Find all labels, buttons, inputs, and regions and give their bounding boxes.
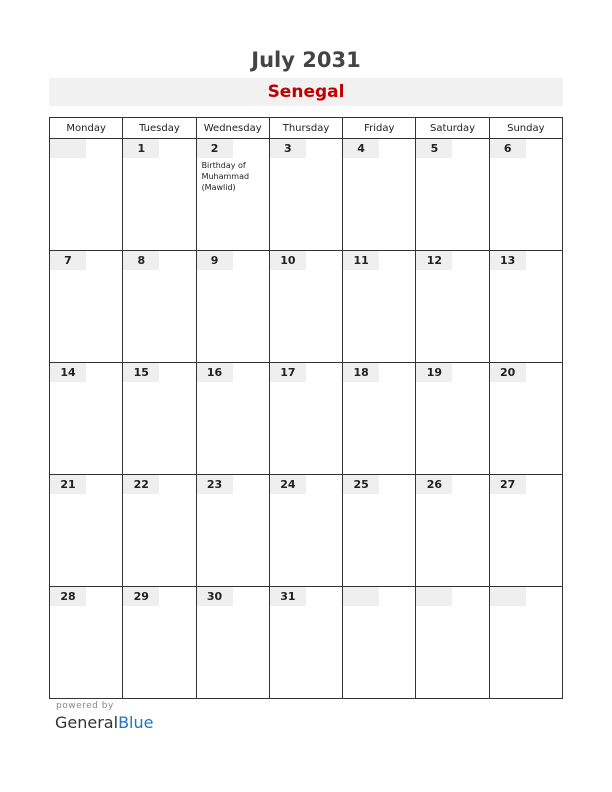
week-row	[50, 587, 563, 699]
day-number: 15	[123, 363, 159, 382]
day-number	[490, 587, 526, 606]
day-number: 28	[50, 587, 86, 606]
day-number: 1	[123, 139, 159, 158]
day-number: 9	[197, 251, 233, 270]
day-number: 12	[416, 251, 452, 270]
day-number: 21	[50, 475, 86, 494]
day-cell	[123, 363, 196, 475]
day-number: 5	[416, 139, 452, 158]
week-row	[50, 251, 563, 363]
powered-by-label: powered by	[56, 701, 114, 711]
weekday-header: Friday	[343, 118, 416, 139]
day-cell	[343, 587, 416, 699]
weekday-header: Wednesday	[196, 118, 269, 139]
week-row	[50, 363, 563, 475]
day-cell	[196, 363, 269, 475]
day-number: 18	[343, 363, 379, 382]
weekday-header: Monday	[50, 118, 123, 139]
day-number: 3	[270, 139, 306, 158]
week-row	[50, 139, 563, 251]
brand-blue-text: Blue	[118, 713, 154, 732]
day-number: 16	[197, 363, 233, 382]
day-number: 26	[416, 475, 452, 494]
calendar-grid	[49, 117, 563, 699]
day-number: 17	[270, 363, 306, 382]
weekday-header: Saturday	[416, 118, 489, 139]
day-number	[50, 139, 86, 158]
day-number: 13	[490, 251, 526, 270]
day-cell	[489, 363, 562, 475]
week-row	[50, 475, 563, 587]
day-cell	[123, 139, 196, 251]
day-cell	[343, 251, 416, 363]
day-cell	[416, 251, 489, 363]
day-number: 7	[50, 251, 86, 270]
day-cell	[50, 475, 123, 587]
weekday-header: Sunday	[489, 118, 562, 139]
day-number: 25	[343, 475, 379, 494]
day-number: 27	[490, 475, 526, 494]
day-number: 14	[50, 363, 86, 382]
country-name: Senegal	[267, 82, 345, 102]
day-cell	[343, 475, 416, 587]
day-cell	[489, 139, 562, 251]
generalblue-logo[interactable]	[55, 713, 153, 732]
day-cell	[416, 475, 489, 587]
weekday-header: Tuesday	[123, 118, 196, 139]
day-cell	[123, 587, 196, 699]
day-cell	[196, 475, 269, 587]
country-banner	[49, 78, 563, 106]
day-cell	[269, 251, 342, 363]
holiday-label: Birthday of Muhammad (Mawlid)	[201, 161, 250, 192]
day-number: 11	[343, 251, 379, 270]
weekday-header-row	[50, 118, 563, 139]
day-number: 4	[343, 139, 379, 158]
day-number: 2	[197, 139, 233, 158]
day-cell	[343, 139, 416, 251]
day-number: 24	[270, 475, 306, 494]
day-number: 10	[270, 251, 306, 270]
day-number	[343, 587, 379, 606]
day-cell	[50, 251, 123, 363]
day-cell	[123, 251, 196, 363]
day-cell	[269, 363, 342, 475]
day-cell	[489, 251, 562, 363]
day-cell	[50, 363, 123, 475]
day-number: 31	[270, 587, 306, 606]
brand-general-text: General	[55, 713, 119, 732]
day-number: 19	[416, 363, 452, 382]
day-cell	[416, 363, 489, 475]
day-cell	[196, 251, 269, 363]
day-cell	[269, 475, 342, 587]
day-number	[416, 587, 452, 606]
day-cell	[416, 587, 489, 699]
day-number: 30	[197, 587, 233, 606]
day-cell	[269, 139, 342, 251]
day-cell	[196, 587, 269, 699]
day-cell	[123, 475, 196, 587]
weekday-header: Thursday	[269, 118, 342, 139]
day-cell	[196, 139, 269, 251]
day-number: 29	[123, 587, 159, 606]
day-cell	[50, 139, 123, 251]
day-cell	[489, 475, 562, 587]
day-number: 23	[197, 475, 233, 494]
day-cell	[416, 139, 489, 251]
day-cell	[343, 363, 416, 475]
calendar-title: July 2031	[251, 48, 361, 72]
day-cell	[50, 587, 123, 699]
day-cell	[489, 587, 562, 699]
day-number: 20	[490, 363, 526, 382]
day-number: 8	[123, 251, 159, 270]
day-cell	[269, 587, 342, 699]
day-number: 6	[490, 139, 526, 158]
day-number: 22	[123, 475, 159, 494]
